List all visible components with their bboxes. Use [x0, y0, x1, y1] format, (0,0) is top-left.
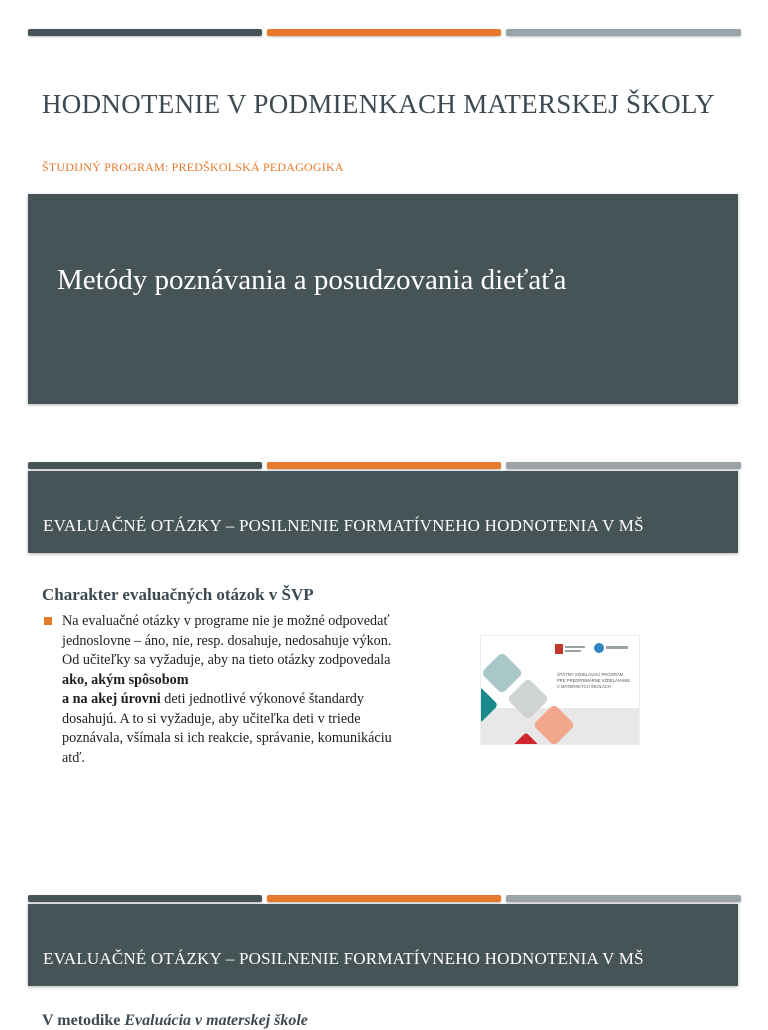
- bar-segment-dark: [28, 29, 262, 36]
- slide3-heading-italic: Evaluácia v materskej škole: [124, 1012, 308, 1029]
- bar-segment-dark: [28, 895, 262, 902]
- slide2-body-text: [62, 612, 402, 768]
- slide1-top-bar: [28, 29, 741, 36]
- cover-graphic: [481, 636, 640, 745]
- slide3-top-bar: [28, 895, 741, 902]
- slide2-header-text: EVALUAČNÉ OTÁZKY – POSILNENIE FORMATÍVNEHO HODNOTENIA V MŠ: [43, 516, 644, 535]
- cover-line-3: V MATERSKÝCH ŠKOLÁCH: [557, 684, 611, 689]
- slide3-header-panel: [28, 904, 738, 986]
- bar-segment-gray: [506, 29, 741, 36]
- body-text-part2: deti jednotlivé výkonové štandardy dosahujú. A to si vyžaduje, aby učiteľka deti v triede poznávala, všímala si ich reakcie, správanie, komunikáciu atď.: [62, 691, 392, 766]
- slide1-panel-text: Metódy poznávania a posudzovania dieťaťa: [57, 264, 567, 296]
- cover-line-1: ŠTÁTNY VZDELÁVACÍ PROGRAM: [557, 672, 624, 677]
- logo-icon: [594, 643, 604, 653]
- body-bold-1: ako, akým spôsobom: [62, 671, 189, 688]
- body-text-part1: Na evaluačné otázky v programe nie je možné odpovedať jednoslovne – áno, nie, resp. dosahuje, nedosahuje výkon. Od učiteľky sa vyžaduje, aby na tieto otázky zodpovedala: [62, 613, 392, 668]
- slide3-header-text: EVALUAČNÉ OTÁZKY – POSILNENIE FORMATÍVNEHO HODNOTENIA V MŠ: [43, 949, 644, 968]
- bar-segment-gray: [506, 895, 741, 902]
- body-bold-2: a na akej úrovni: [62, 691, 161, 707]
- bar-segment-gray: [506, 462, 741, 469]
- bar-segment-dark: [28, 462, 262, 469]
- emblem-icon: [555, 644, 563, 654]
- slide2-header-panel: [28, 471, 738, 553]
- bar-segment-orange: [267, 462, 501, 469]
- slide2-top-bar: [28, 462, 741, 469]
- slide3-heading-prefix: V metodike: [42, 1012, 125, 1029]
- slide1-dark-panel: [28, 194, 738, 404]
- bar-segment-orange: [267, 895, 501, 902]
- slide3-heading: [42, 1012, 308, 1030]
- slide1-title: HODNOTENIE V PODMIENKACH MATERSKEJ ŠKOLY: [42, 89, 715, 119]
- bar-segment-orange: [267, 29, 501, 36]
- cover-line-2: PRE PREDPRIMÁRNE VZDELÁVANIE: [557, 678, 631, 683]
- bullet-square-icon: [44, 617, 52, 625]
- slide1-subtitle: ŠTUDIJNÝ PROGRAM: PREDŠKOLSKÁ PEDAGOGIKA: [42, 160, 344, 174]
- slide2-heading: Charakter evaluačných otázok v ŠVP: [42, 585, 314, 604]
- program-cover-image: [480, 635, 640, 745]
